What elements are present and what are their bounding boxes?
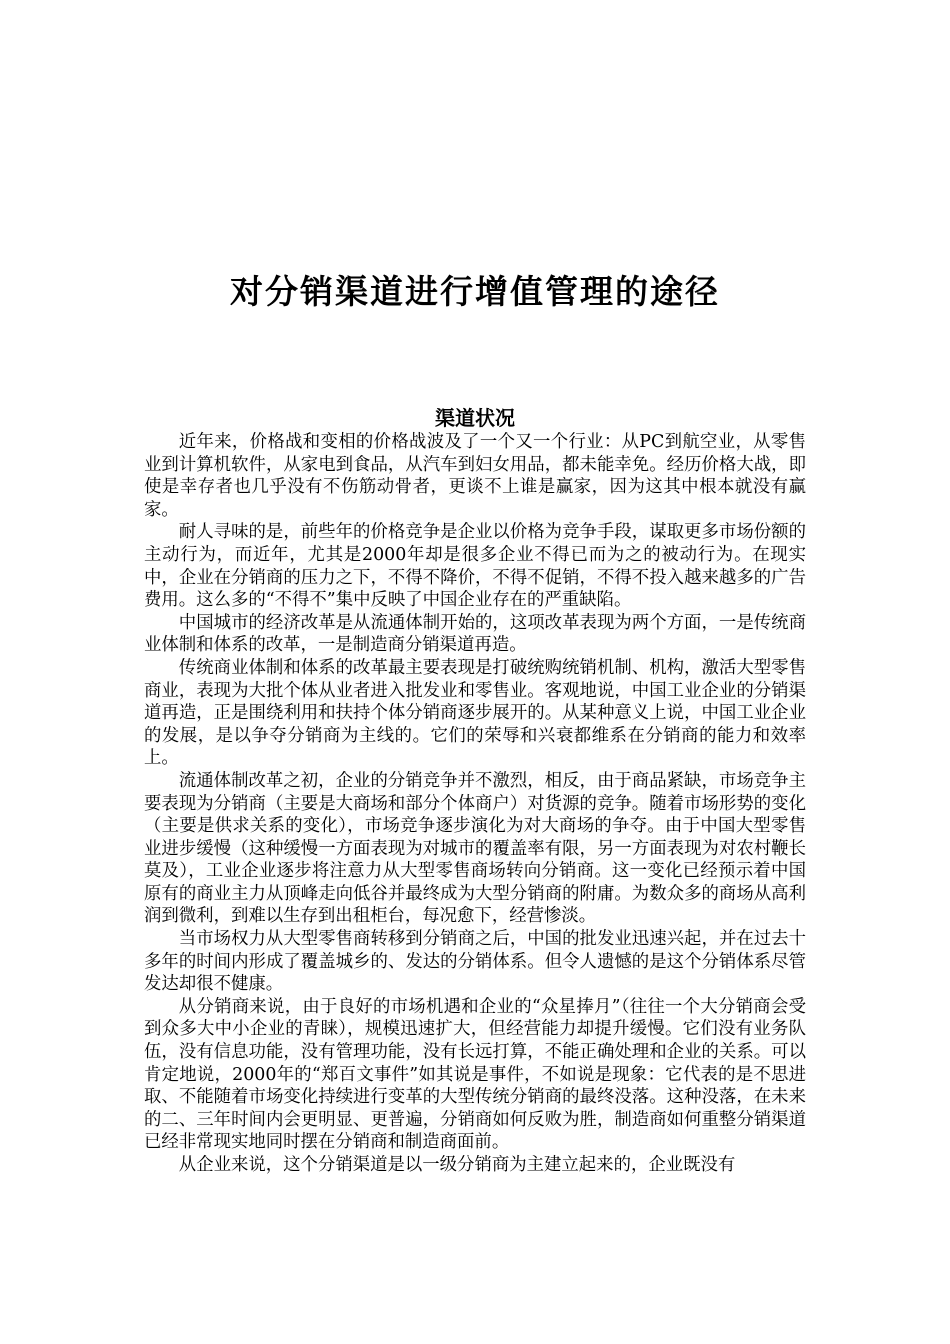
paragraph: 耐人寻味的是，前些年的价格竞争是企业以价格为竞争手段，谋取更多市场份额的主动行为，而近年，尤其是2000年却是很多企业不得已而为之的被动行为。在现实中，企业在分销商的压力之下，不得不降价，不得不促销，不得不投入越来越多的广告费用。这么多的“不得不”集中反映了中国企业存在的严重缺陷。: [144, 522, 806, 611]
section-heading: 渠道状况: [435, 406, 515, 430]
paragraph: 中国城市的经济改革是从流通体制开始的，这项改革表现为两个方面，一是传统商业体制和体系的改革，一是制造商分销渠道再造。: [144, 612, 806, 656]
body-text: [144, 431, 806, 1177]
paragraph: 传统商业体制和体系的改革最主要表现是打破统购统销机制、机构，激活大型零售商业，表现为大批个体从业者进入批发业和零售业。客观地说，中国工业企业的分销渠道再造，正是围绕利用和扶持个体分销商逐步展开的。从某种意义上说，中国工业企业的发展，是以争夺分销商为主线的。它们的荣辱和兴衰都维系在分销商的能力和效率上。: [144, 657, 806, 769]
paragraph: 近年来，价格战和变相的价格战波及了一个又一个行业：从PC到航空业，从零售业到计算机软件，从家电到食品，从汽车到妇女用品，都未能幸免。经历价格大战，即使是幸存者也几乎没有不伤筋动骨者，更谈不上谁是赢家，因为这其中根本就没有赢家。: [144, 432, 806, 520]
document-title: 对分销渠道进行增值管理的途径: [230, 272, 720, 311]
paragraph: 流通体制改革之初，企业的分销竞争并不激烈，相反，由于商品紧缺，市场竞争主要表现为分销商（主要是大商场和部分个体商户）对货源的竞争。随着市场形势的变化（主要是供求关系的变化），市场竞争逐步演化为对大商场的争夺。由于中国大型零售业进步缓慢（这种缓慢一方面表现为对城市的覆盖率有限，另一方面表现为对农村鞭长莫及），工业企业逐步将注意力从大型零售商场转向分销商。这一变化已经预示着中国原有的商业主力从顶峰走向低谷并最终成为大型分销商的附庸。为数众多的商场从高利润到微利，到难以生存到出租柜台，每况愈下，经营惨淡。: [144, 770, 806, 927]
paragraph: 当市场权力从大型零售商转移到分销商之后，中国的批发业迅速兴起，并在过去十多年的时间内形成了覆盖城乡的、发达的分销体系。但令人遗憾的是这个分销体系尽管发达却很不健康。: [144, 929, 806, 995]
paragraph: 从分销商来说，由于良好的市场机遇和企业的“众星捧月”（往往一个大分销商会受到众多大中小企业的青睐），规模迅速扩大，但经营能力却提升缓慢。它们没有业务队伍，没有信息功能，没有管理功能，没有长远打算，不能正确处理和企业的关系。可以肯定地说，2000年的“郑百文事件”如其说是事件，不如说是现象：它代表的是不思进取、不能随着市场变化持续进行变革的大型传统分销商的最终没落。这种没落，在未来的二、三年时间内会更明显、更普遍，分销商如何反败为胜，制造商如何重整分销渠道已经非常现实地同时摆在分销商和制造商面前。: [144, 996, 806, 1153]
paragraph: 从企业来说，这个分销渠道是以一级分销商为主建立起来的，企业既没有: [178, 1155, 736, 1175]
